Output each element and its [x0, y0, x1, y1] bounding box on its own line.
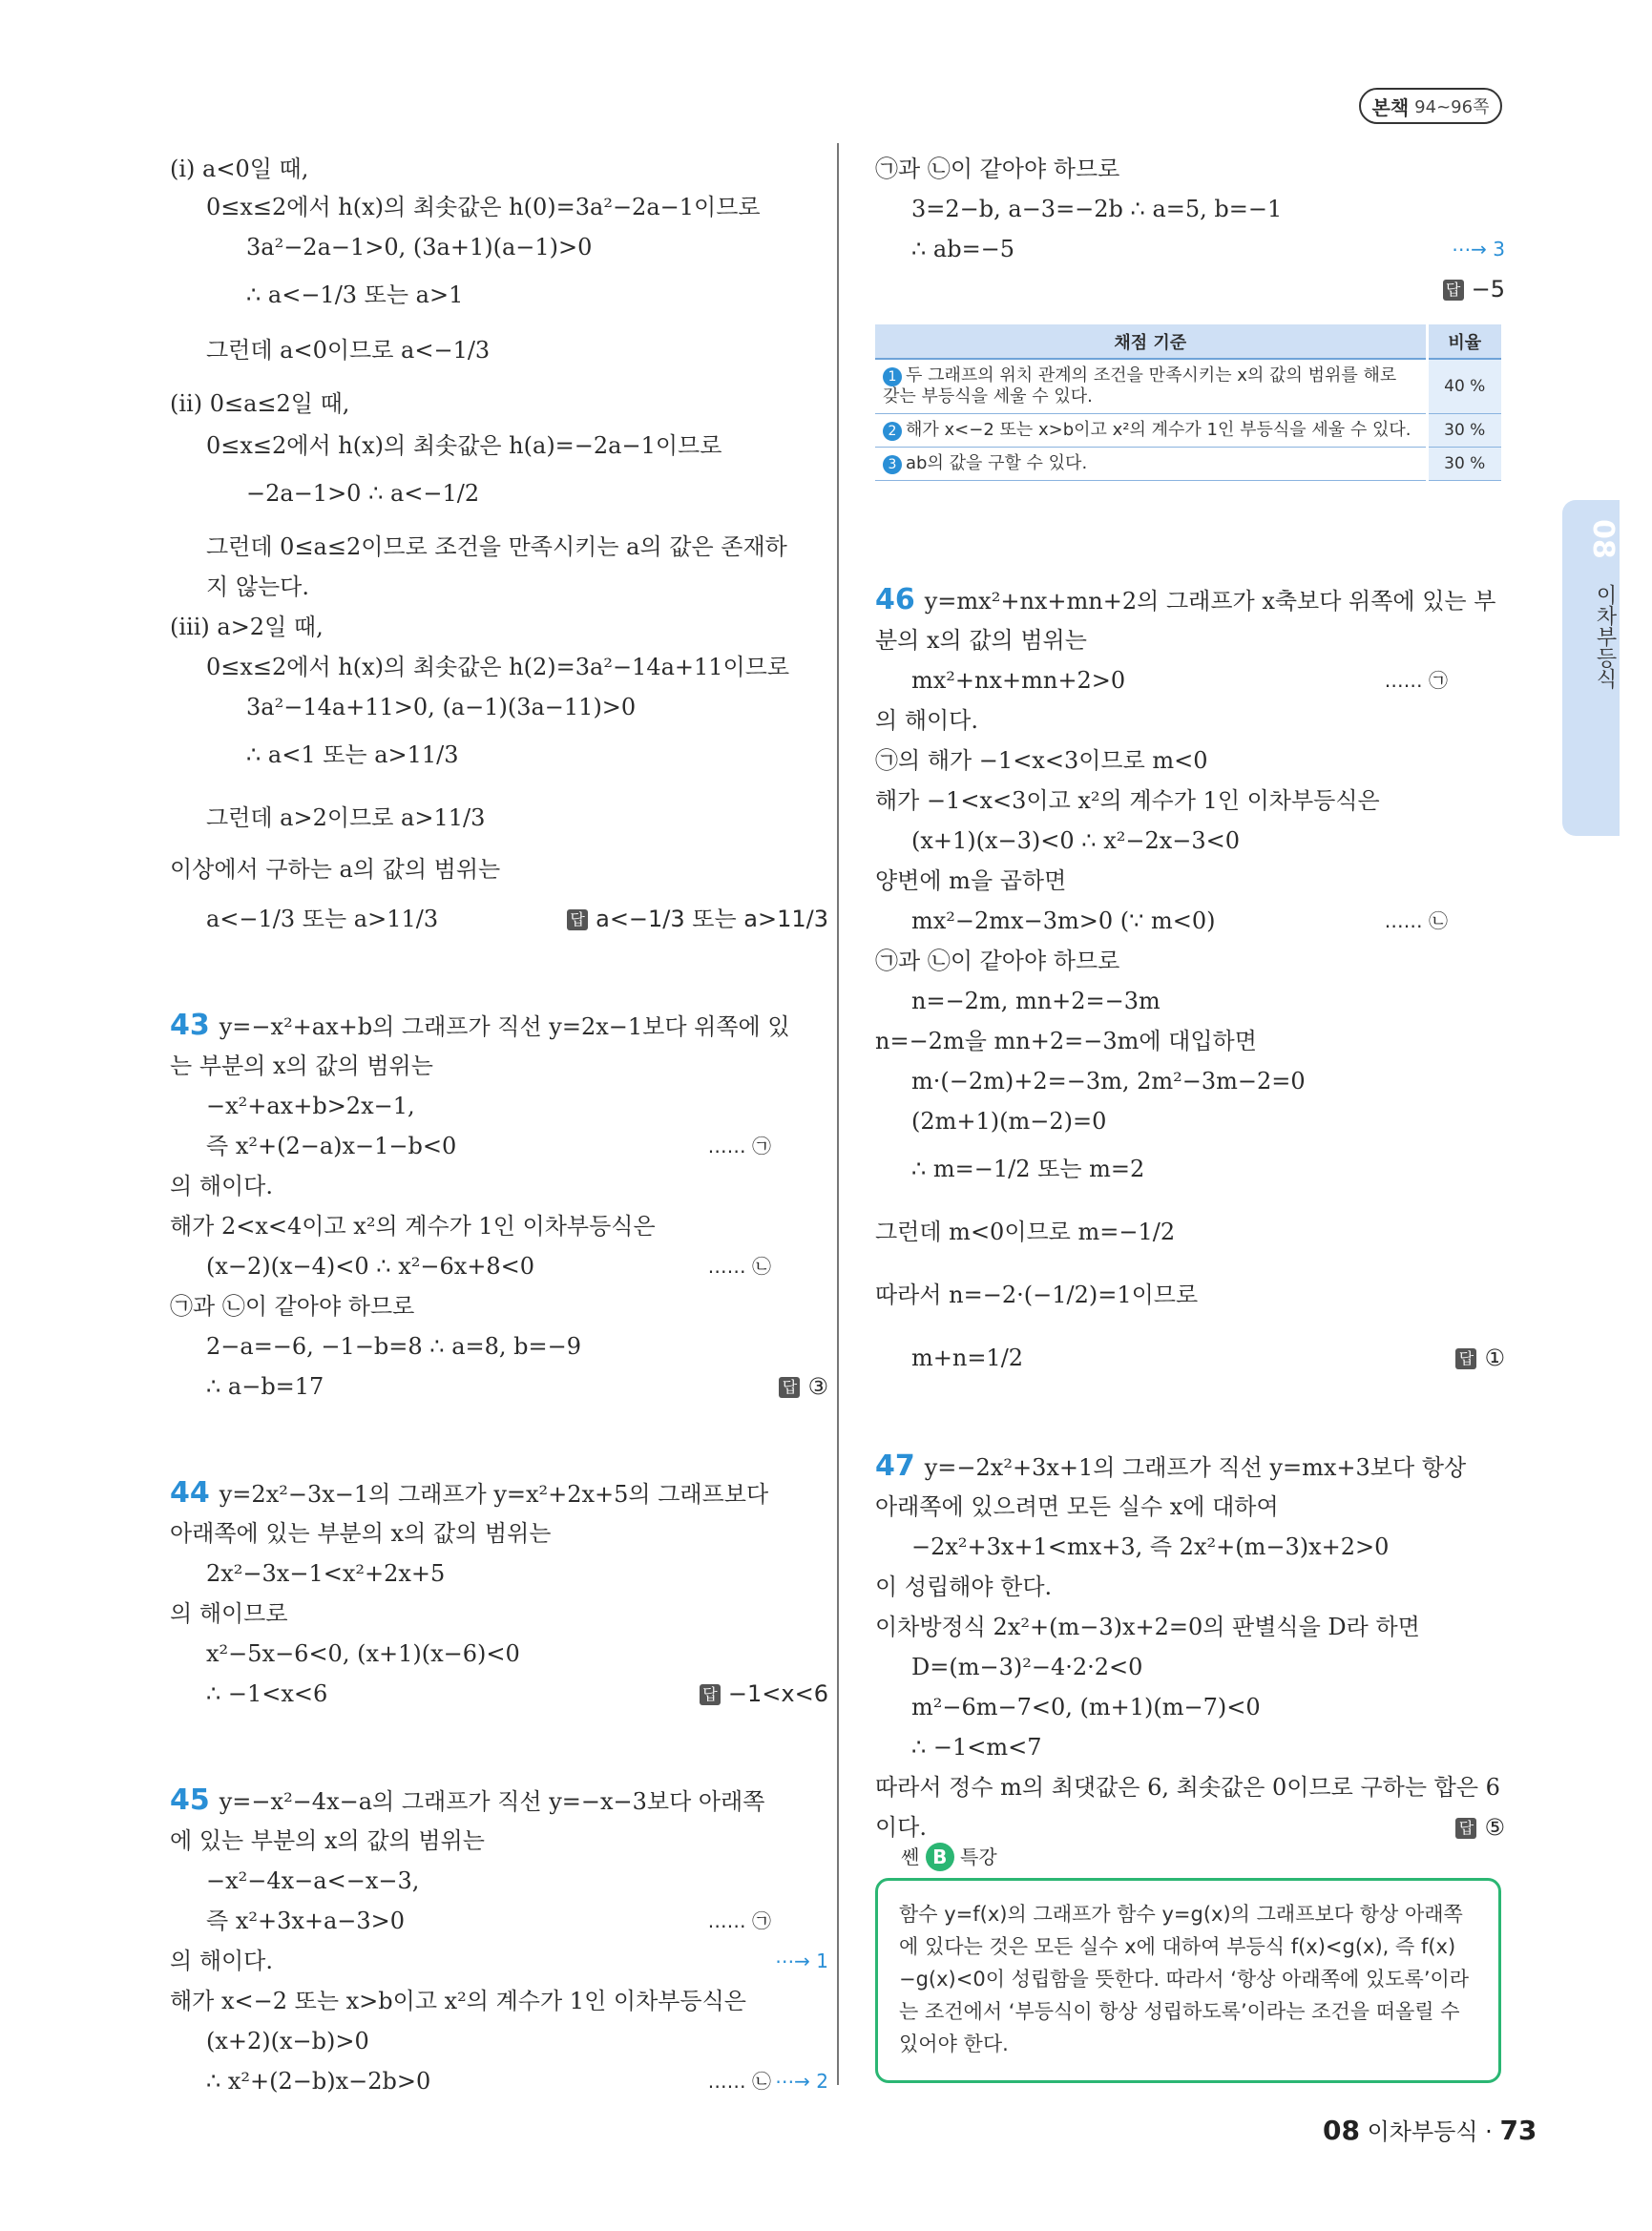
answer-value: −5: [1471, 276, 1505, 302]
solution-line: −x²+ax+b>2x−1,: [206, 1093, 415, 1119]
page-range: 94~96쪽: [1414, 97, 1490, 117]
equation-marker: …… ㉠: [707, 1135, 771, 1157]
problem-number: 47: [875, 1449, 915, 1483]
grading-criteria: 두 그래프의 위치 관계의 조건을 만족시키는 x의 값의 범위를 해로 갖는 부등식을 세울 수 있다.: [883, 365, 1397, 407]
problem-text: y=−2x²+3x+1의 그래프가 직선 y=mx+3보다 항상: [924, 1454, 1467, 1481]
solution-line: 해가 −1<x<3이고 x²의 계수가 1인 이차부등식은: [875, 787, 1380, 814]
solution-line: ∴ a<−1/3 또는 a>1: [246, 281, 464, 308]
solution-line: 이 성립해야 한다.: [875, 1574, 1053, 1600]
solution-line: ㉠과 ㉡이 같아야 하므로: [875, 948, 1120, 974]
solution-line: m²−6m−7<0, (m+1)(m−7)<0: [911, 1694, 1261, 1720]
solution-line: ㉠과 ㉡이 같아야 하므로: [875, 156, 1120, 182]
solution-line: 2−a=−6, −1−b=8 ∴ a=8, b=−9: [206, 1333, 581, 1360]
solution-line: 양변에 m을 곱하면: [875, 867, 1067, 894]
answer-value: ⑤: [1484, 1814, 1505, 1841]
answer: [700, 1679, 828, 1708]
problem-line: [170, 1011, 790, 1041]
column-divider: [837, 143, 839, 2085]
step-indicator: ⋯→ 1: [775, 1950, 828, 1972]
solution-line: (ⅲ) a>2일 때,: [170, 614, 324, 640]
solution-line: ∴ a−b=17: [206, 1373, 324, 1400]
solution-line: (ⅰ) a<0일 때,: [170, 156, 309, 182]
solution-line: 따라서 정수 m의 최댓값은 6, 최솟값은 0이므로 구하는 합은 6: [875, 1774, 1500, 1801]
solution-line: ∴ −1<x<6: [206, 1680, 328, 1707]
footer-title: 이차부등식: [1367, 2118, 1478, 2145]
grading-row: [875, 359, 1501, 414]
tip-box: [875, 1878, 1501, 2083]
answer-icon: 답: [700, 1684, 721, 1705]
grading-ratio: 40 %: [1427, 359, 1501, 414]
solution-line: 해가 x<−2 또는 x>b이고 x²의 계수가 1인 이차부등식은: [170, 1988, 746, 2014]
grading-row: [875, 448, 1501, 481]
solution-line: m+n=1/2: [911, 1345, 1024, 1371]
grading-ratio: 30 %: [1427, 414, 1501, 448]
solution-line: −2a−1>0 ∴ a<−1/2: [246, 480, 480, 507]
solution-line: 는 부분의 x의 값의 범위는: [170, 1053, 433, 1079]
solution-line: 3a²−14a+11>0, (a−1)(3a−11)>0: [246, 694, 637, 720]
problem-text: y=mx²+nx+mn+2의 그래프가 x축보다 위쪽에 있는 부: [924, 588, 1496, 615]
solution-line: 그런데 m<0이므로 m=−1/2: [875, 1219, 1176, 1245]
step-number-icon: 3: [883, 455, 902, 474]
grading-ratio: 30 %: [1427, 448, 1501, 481]
solution-line: −2x²+3x+1<mx+3, 즉 2x²+(m−3)x+2>0: [911, 1533, 1390, 1560]
solution-line: n=−2m, mn+2=−3m: [911, 988, 1161, 1014]
answer: [1455, 1344, 1505, 1372]
step-indicator: ⋯→ 3: [1452, 238, 1505, 261]
solution-line: 지 않는다.: [206, 573, 309, 600]
solution-line: (2m+1)(m−2)=0: [911, 1108, 1107, 1135]
solution-line: a<−1/3 또는 a>11/3: [206, 906, 439, 932]
solution-line: −x²−4x−a<−x−3,: [206, 1867, 420, 1894]
grading-header-criteria: 채점 기준: [875, 324, 1427, 359]
answer: [1455, 1813, 1505, 1842]
answer-value: ①: [1484, 1345, 1505, 1371]
solution-line: ∴ ab=−5: [911, 236, 1015, 262]
book-label: 본책: [1371, 95, 1410, 119]
equation-marker: …… ㉡: [707, 1255, 771, 1278]
solution-line: 이차방정식 2x²+(m−3)x+2=0의 판별식을 D라 하면: [875, 1614, 1420, 1640]
solution-line: 0≤x≤2에서 h(x)의 최솟값은 h(2)=3a²−14a+11이므로: [206, 654, 790, 680]
solution-line: 즉 x²+3x+a−3>0: [206, 1908, 406, 1934]
equation-marker: …… ㉡: [707, 2070, 771, 2093]
grading-table: [875, 324, 1501, 481]
problem-number: 46: [875, 583, 915, 616]
grading-header-ratio: 비율: [1427, 324, 1501, 359]
solution-line: 3a²−2a−1>0, (3a+1)(a−1)>0: [246, 234, 593, 261]
solution-line: ∴ m=−1/2 또는 m=2: [911, 1156, 1145, 1182]
answer-icon: 답: [1455, 1818, 1476, 1839]
solution-line: 즉 x²+(2−a)x−1−b<0: [206, 1133, 457, 1159]
answer: [1443, 275, 1505, 303]
solution-line: 의 해이다.: [170, 1948, 273, 1974]
solution-line: (x−2)(x−4)<0 ∴ x²−6x+8<0: [206, 1253, 535, 1280]
solution-line: ∴ −1<m<7: [911, 1734, 1042, 1761]
solution-line: 에 있는 부분의 x의 값의 범위는: [170, 1827, 485, 1854]
solution-line: 아래쪽에 있는 부분의 x의 값의 범위는: [170, 1520, 552, 1547]
page-reference-badge: [1359, 88, 1502, 124]
problem-line: [875, 1449, 1467, 1483]
answer-icon: 답: [1443, 280, 1464, 301]
solution-line: 그런데 0≤a≤2이므로 조건을 만족시키는 a의 값은 존재하: [206, 533, 787, 560]
solution-line: 해가 2<x<4이고 x²의 계수가 1인 이차부등식은: [170, 1213, 656, 1240]
problem-number: 44: [170, 1476, 210, 1510]
solution-line: ∴ a<1 또는 a>11/3: [246, 741, 459, 768]
footer-separator: ·: [1485, 2118, 1493, 2145]
answer-icon: 답: [567, 909, 588, 930]
solution-line: 따라서 n=−2·(−1/2)=1이므로: [875, 1282, 1199, 1308]
solution-line: 의 해이다.: [170, 1173, 273, 1199]
problem-text: y=−x²−4x−a의 그래프가 직선 y=−x−3보다 아래쪽: [219, 1788, 765, 1815]
step-number-icon: 2: [883, 422, 902, 441]
answer: [567, 905, 828, 933]
page-footer: [1323, 2113, 1537, 2146]
solution-line: 의 해이다.: [875, 707, 978, 734]
solution-line: n=−2m을 mn+2=−3m에 대입하면: [875, 1028, 1257, 1054]
answer-value: a<−1/3 또는 a>11/3: [596, 906, 828, 932]
problem-number: 43: [170, 1009, 210, 1042]
solution-line: 0≤x≤2에서 h(x)의 최솟값은 h(0)=3a²−2a−1이므로: [206, 194, 761, 220]
solution-line: 그런데 a<0이므로 a<−1/3: [206, 337, 491, 364]
solution-line: D=(m−3)²−4·2·2<0: [911, 1654, 1143, 1680]
step-indicator: ⋯→ 2: [775, 2070, 828, 2093]
answer-value: ③: [807, 1373, 828, 1400]
solution-line: 3=2−b, a−3=−2b ∴ a=5, b=−1: [911, 196, 1283, 222]
step-number-icon: 1: [883, 367, 902, 386]
equation-marker: …… ㉠: [1384, 669, 1448, 692]
solution-line: ∴ x²+(2−b)x−2b>0: [206, 2068, 431, 2095]
solution-line: 0≤x≤2에서 h(x)의 최솟값은 h(a)=−2a−1이므로: [206, 432, 722, 459]
tip-heading: [901, 1842, 997, 1871]
problem-text: y=2x²−3x−1의 그래프가 y=x²+2x+5의 그래프보다: [219, 1481, 769, 1508]
problem-text: y=−x²+ax+b의 그래프가 직선 y=2x−1보다 위쪽에 있: [219, 1013, 790, 1040]
page-number: 73: [1499, 2115, 1537, 2146]
tip-badge-icon: B: [926, 1843, 954, 1871]
chapter-side-tab[interactable]: [1562, 500, 1620, 836]
answer: [779, 1372, 828, 1401]
answer-value: −1<x<6: [727, 1680, 828, 1707]
problem-line: [875, 583, 1496, 616]
solution-line: mx²+nx+mn+2>0: [911, 667, 1126, 694]
solution-line: 의 해이므로: [170, 1600, 288, 1627]
problem-number: 45: [170, 1783, 210, 1817]
grading-criteria: 해가 x<−2 또는 x>b이고 x²의 계수가 1인 부등식을 세울 수 있다.: [906, 420, 1412, 440]
answer-icon: 답: [1455, 1348, 1476, 1369]
solution-line: 2x²−3x−1<x²+2x+5: [206, 1560, 446, 1587]
solution-line: 그런데 a>2이므로 a>11/3: [206, 804, 486, 831]
equation-marker: …… ㉡: [1384, 909, 1448, 932]
tip-brand: 쎈: [901, 1845, 920, 1868]
grading-row: [875, 414, 1501, 448]
solution-line: 아래쪽에 있으려면 모든 실수 x에 대하여: [875, 1493, 1279, 1520]
solution-line: (ⅱ) 0≤a≤2일 때,: [170, 390, 350, 417]
tip-text: 함수 y=f(x)의 그래프가 함수 y=g(x)의 그래프보다 항상 아래쪽에 있다는 것은 모든 실수 x에 대하여 부등식 f(x)<g(x), 즉 f(x)−g(x)<0이 성립함을 뜻한다. 따라서 ‘항상 아래쪽에 있도록’이라는 조건에서 ‘부등식이 항상 성립하도록’이라는 조건을 떠올릴 수 있어야 한다.: [899, 1903, 1470, 2055]
solution-line: ㉠과 ㉡이 같아야 하므로: [170, 1293, 415, 1320]
side-tab-chapter: 08: [1586, 519, 1620, 559]
grading-criteria: ab의 값을 구할 수 있다.: [906, 453, 1088, 473]
problem-line: [170, 1783, 765, 1817]
solution-line: (x+2)(x−b)>0: [206, 2028, 369, 2054]
solution-line: 이다.: [875, 1814, 927, 1841]
solution-line: (x+1)(x−3)<0 ∴ x²−2x−3<0: [911, 827, 1241, 854]
problem-line: [170, 1476, 769, 1510]
solution-line: x²−5x−6<0, (x+1)(x−6)<0: [206, 1640, 520, 1667]
answer-icon: 답: [779, 1377, 800, 1398]
side-tab-title: 이차부등식: [1593, 584, 1617, 689]
equation-marker: …… ㉠: [707, 1909, 771, 1932]
solution-line: 이상에서 구하는 a의 값의 범위는: [170, 856, 501, 883]
solution-line: ㉠의 해가 −1<x<3이므로 m<0: [875, 747, 1208, 774]
tip-title: 특강: [960, 1845, 997, 1868]
solution-line: m·(−2m)+2=−3m, 2m²−3m−2=0: [911, 1068, 1306, 1095]
solution-line: 분의 x의 값의 범위는: [875, 627, 1087, 654]
footer-chapter: 08: [1323, 2115, 1360, 2146]
solution-line: mx²−2mx−3m>0 (∵ m<0): [911, 907, 1216, 934]
